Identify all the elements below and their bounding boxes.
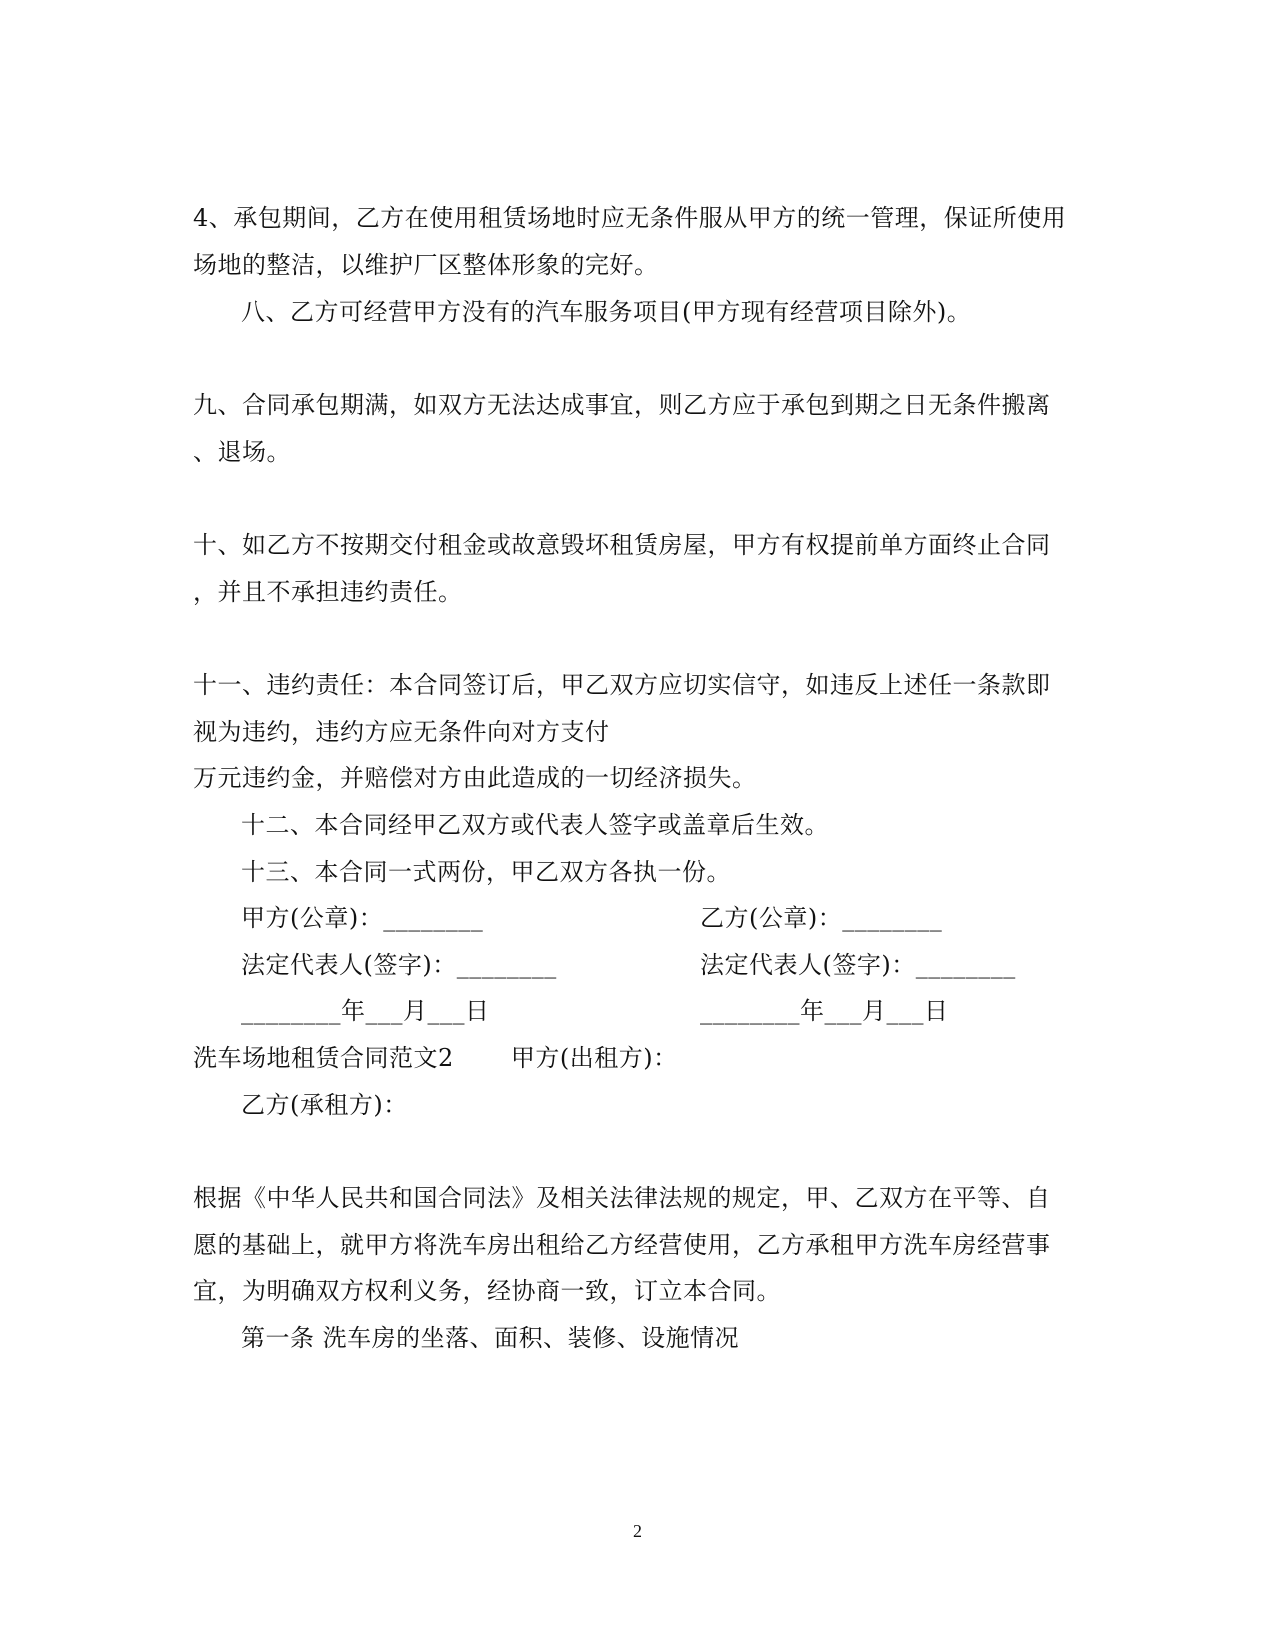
paragraph-line: 宜，为明确双方权利义务，经协商一致，订立本合同。 [193,1277,781,1305]
paragraph-line: 乙方(承租方)： [241,1091,408,1119]
paragraph-line: 十二、本合同经甲乙双方或代表人签字或盖章后生效。 [241,811,829,839]
page-number: 2 [633,1521,642,1541]
paragraph-line: 根据《中华人民共和国合同法》及相关法律法规的规定，甲、乙双方在平等、自 [193,1184,1051,1212]
paragraph-line: 九、合同承包期满，如双方无法达成事宜，则乙方应于承包到期之日无条件搬离 [193,391,1051,419]
party-a-date-field: ________年___月___日 [241,997,490,1025]
paragraph-line: 场地的整洁，以维护厂区整体形象的完好。 [193,251,659,279]
party-b-representative-field: 法定代表人(签字)：________ [700,951,1016,979]
paragraph-line: ，并且不承担违约责任。 [193,578,463,606]
paragraph-line: 万元违约金，并赔偿对方由此造成的一切经济损失。 [193,764,757,792]
paragraph-line: 视为违约，违约方应无条件向对方支付 [193,718,610,746]
party-b-seal-field: 乙方(公章)：________ [700,904,943,932]
paragraph-line: 、退场。 [193,438,291,466]
party-a-representative-field: 法定代表人(签字)：________ [241,951,557,979]
article-heading: 第一条 洗车房的坐落、面积、装修、设施情况 [241,1324,740,1352]
paragraph-line: 4、承包期间，乙方在使用租赁场地时应无条件服从甲方的统一管理，保证所使用 [193,204,1067,232]
paragraph-line: 十一、违约责任：本合同签订后，甲乙双方应切实信守，如违反上述任一条款即 [193,671,1051,699]
paragraph-line: 十三、本合同一式两份，甲乙双方各执一份。 [241,858,731,886]
section-title-line: 洗车场地租赁合同范文2 甲方(出租方)： [193,1044,678,1072]
party-b-date-field: ________年___月___日 [700,997,949,1025]
paragraph-line: 八、乙方可经营甲方没有的汽车服务项目(甲方现有经营项目除外)。 [241,298,972,326]
party-a-seal-field: 甲方(公章)：________ [241,904,484,932]
paragraph-line: 十、如乙方不按期交付租金或故意毁坏租赁房屋，甲方有权提前单方面终止合同 [193,531,1051,559]
paragraph-line: 愿的基础上，就甲方将洗车房出租给乙方经营使用，乙方承租甲方洗车房经营事 [193,1231,1051,1259]
